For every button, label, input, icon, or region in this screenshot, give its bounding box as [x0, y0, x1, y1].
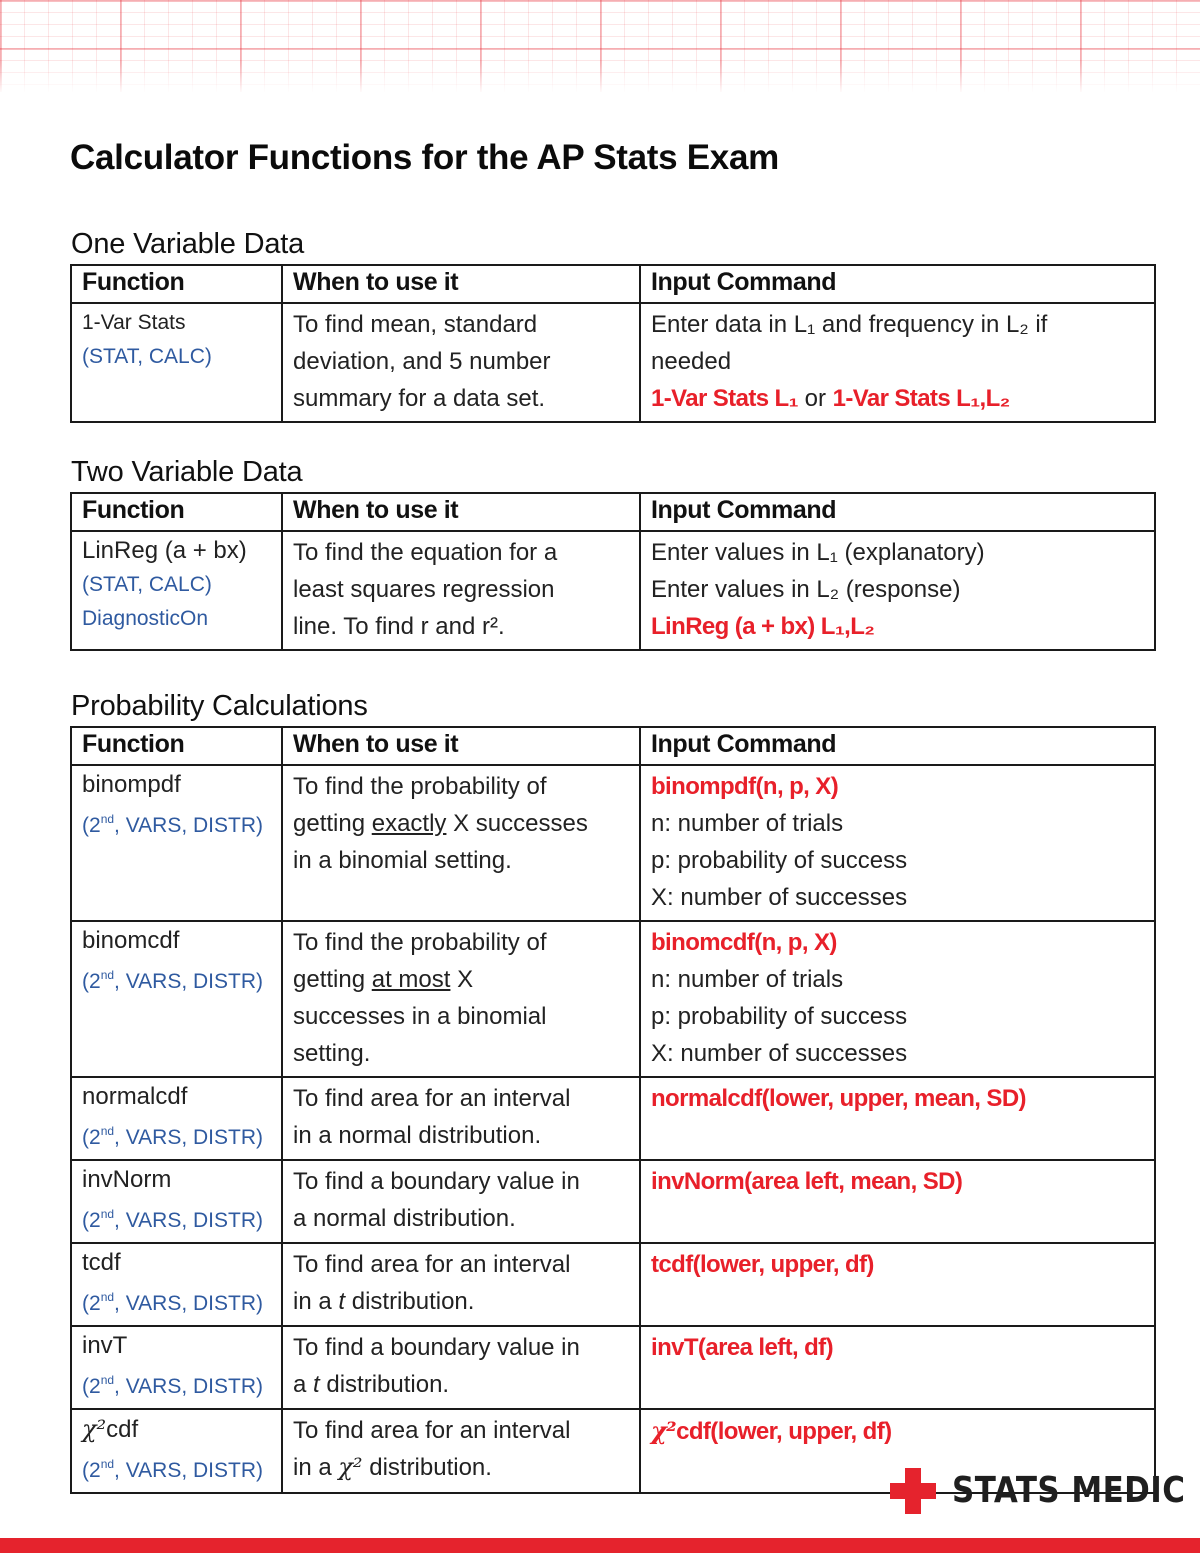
input-cell	[640, 1160, 1155, 1243]
when-cell	[282, 1326, 640, 1409]
function-cell	[71, 531, 282, 650]
key-sequence	[82, 802, 271, 843]
input-command: binomcdf(n, p, X)	[651, 929, 837, 956]
header-input: Input Command	[640, 727, 1155, 765]
when-cell	[282, 1077, 640, 1160]
table-row	[71, 1160, 1155, 1243]
when-line: a normal distribution.	[293, 1205, 516, 1232]
input-line: Enter values in L₂ (response)	[651, 576, 961, 603]
table-header-row	[71, 727, 1155, 765]
header-input: Input Command	[640, 493, 1155, 531]
when-text: distribution.	[345, 1288, 475, 1315]
key-text: , VARS, DISTR)	[114, 1375, 264, 1398]
function-name: invNorm	[82, 1166, 172, 1193]
when-line	[293, 961, 629, 998]
input-cell	[640, 1077, 1155, 1160]
table-one-variable	[70, 264, 1156, 423]
when-line	[293, 1449, 629, 1486]
input-command: LinReg (a + bx) L₁,L₂	[651, 613, 875, 640]
when-cell	[282, 1409, 640, 1493]
key-sup: nd	[100, 968, 115, 982]
key-text: (2	[82, 1292, 101, 1315]
when-line: To find the equation for a	[293, 539, 558, 566]
input-command: invNorm(area left, mean, SD)	[651, 1168, 963, 1195]
key-sup: nd	[100, 1290, 115, 1304]
when-line: successes in a binomial	[293, 1003, 547, 1030]
key-sequence	[82, 1197, 271, 1238]
input-cell	[640, 531, 1155, 650]
function-cell	[71, 921, 282, 1077]
when-underlined: at most	[371, 966, 451, 993]
table-header-row	[71, 493, 1155, 531]
section-heading-one-variable: One Variable Data	[71, 228, 305, 260]
when-line: setting.	[293, 1040, 371, 1067]
table-header-row	[71, 265, 1155, 303]
when-underlined: exactly	[371, 810, 447, 837]
header-function: Function	[71, 493, 282, 531]
function-cell	[71, 1326, 282, 1409]
header-input: Input Command	[640, 265, 1155, 303]
key-sup: nd	[100, 1373, 115, 1387]
table-row	[71, 531, 1155, 650]
key-sequence: (STAT, CALC)	[82, 345, 212, 368]
when-line: To find mean, standard	[293, 311, 538, 338]
stats-medic-logo	[890, 1468, 1186, 1516]
when-cell	[282, 1160, 640, 1243]
table-row	[71, 1077, 1155, 1160]
key-sequence	[82, 958, 271, 999]
key-text: , VARS, DISTR)	[114, 970, 264, 993]
page-title: Calculator Functions for the AP Stats Exam	[70, 138, 779, 177]
when-cell	[282, 1243, 640, 1326]
when-line: deviation, and 5 number	[293, 348, 551, 375]
key-sequence	[82, 1447, 271, 1488]
section-one-variable	[70, 228, 1154, 423]
function-cell	[71, 303, 282, 422]
when-cell	[282, 531, 640, 650]
key-text: (2	[82, 970, 101, 993]
chi-square-symbol: χ²	[651, 1416, 677, 1445]
input-line: needed	[651, 348, 732, 375]
input-cell	[640, 765, 1155, 921]
or-text: or	[797, 385, 833, 412]
input-line: Enter data in L₁ and frequency in L₂ if	[651, 311, 1048, 338]
when-text: in a	[293, 1454, 339, 1481]
table-row	[71, 1243, 1155, 1326]
when-cell	[282, 765, 640, 921]
header-function: Function	[71, 727, 282, 765]
chi-square-symbol: χ²	[338, 1453, 363, 1481]
input-command: invT(area left, df)	[651, 1334, 833, 1361]
key-text: , VARS, DISTR)	[114, 814, 264, 837]
when-text: distribution.	[362, 1454, 492, 1481]
section-heading-probability: Probability Calculations	[71, 690, 368, 722]
input-command: 1-Var Stats L₁,L₂	[832, 385, 1010, 412]
key-text: , VARS, DISTR)	[114, 1459, 264, 1482]
when-line: To find the probability of	[293, 929, 547, 956]
key-sequence-diagnostic: DiagnosticOn	[82, 607, 209, 630]
when-line: To find area for an interval	[293, 1417, 571, 1444]
key-sup: nd	[100, 1124, 115, 1138]
input-cell	[640, 1326, 1155, 1409]
when-line: least squares regression	[293, 576, 555, 603]
function-cell	[71, 1160, 282, 1243]
header-when: When to use it	[282, 727, 640, 765]
function-name: normalcdf	[82, 1083, 188, 1110]
when-cell	[282, 921, 640, 1077]
input-line: Enter values in L₁ (explanatory)	[651, 539, 985, 566]
when-italic: t	[313, 1371, 320, 1398]
bottom-accent-bar	[0, 1538, 1200, 1553]
when-text: X successes	[446, 810, 588, 837]
when-line: To find area for an interval	[293, 1085, 571, 1112]
input-cell	[640, 921, 1155, 1077]
table-row	[71, 303, 1155, 422]
key-sequence	[82, 1363, 271, 1404]
function-cell	[71, 1243, 282, 1326]
function-name: binompdf	[82, 771, 181, 798]
key-sequence: (STAT, CALC)	[82, 573, 212, 596]
input-command: 1-Var Stats L₁	[651, 385, 798, 412]
key-text: , VARS, DISTR)	[114, 1292, 264, 1315]
key-sup: nd	[100, 812, 115, 826]
when-line: in a binomial setting.	[293, 847, 512, 874]
when-line: summary for a data set.	[293, 385, 546, 412]
function-name	[82, 1412, 271, 1447]
key-text: , VARS, DISTR)	[114, 1126, 264, 1149]
function-cell	[71, 1409, 282, 1493]
function-name: invT	[82, 1332, 128, 1359]
input-line: n: number of trials	[651, 810, 844, 837]
function-name: binomcdf	[82, 927, 180, 954]
when-text: a	[293, 1371, 314, 1398]
key-sup: nd	[100, 1207, 115, 1221]
when-line: To find a boundary value in	[293, 1334, 580, 1361]
input-cell	[640, 1243, 1155, 1326]
when-line: To find area for an interval	[293, 1251, 571, 1278]
header-fade	[0, 62, 1200, 94]
when-text: in a	[293, 1288, 339, 1315]
table-row	[71, 1326, 1155, 1409]
key-text: (2	[82, 1375, 101, 1398]
when-italic: t	[338, 1288, 346, 1315]
when-cell	[282, 303, 640, 422]
key-text: , VARS, DISTR)	[114, 1209, 264, 1232]
section-probability	[70, 690, 1154, 1494]
when-text: X	[450, 966, 474, 993]
when-line	[293, 805, 629, 842]
key-text: (2	[82, 1209, 101, 1232]
when-text: getting	[293, 966, 372, 993]
when-text: distribution.	[319, 1371, 450, 1398]
header-when: When to use it	[282, 265, 640, 303]
function-name: tcdf	[82, 1249, 121, 1276]
logo-text: STATS MEDIC	[952, 1470, 1186, 1511]
when-line	[293, 1283, 629, 1320]
table-two-variable	[70, 492, 1156, 651]
input-line: X: number of successes	[651, 884, 908, 911]
when-line	[293, 1366, 629, 1403]
input-line: p: probability of success	[651, 847, 908, 874]
input-command-suffix: cdf(lower, upper, df)	[676, 1418, 892, 1445]
table-row	[71, 921, 1155, 1077]
key-sequence	[82, 1114, 271, 1155]
medical-cross-icon	[890, 1468, 936, 1514]
key-text: (2	[82, 1459, 101, 1482]
table-row	[71, 765, 1155, 921]
section-two-variable	[70, 456, 1154, 651]
input-line: X: number of successes	[651, 1040, 908, 1067]
when-line: line. To find r and r².	[293, 613, 505, 640]
function-name: 1-Var Stats	[82, 311, 186, 334]
input-command: normalcdf(lower, upper, mean, SD)	[651, 1085, 1026, 1112]
table-probability	[70, 726, 1156, 1494]
chi-square-symbol: χ²	[82, 1415, 107, 1443]
key-text: (2	[82, 814, 101, 837]
function-cell	[71, 765, 282, 921]
input-line: p: probability of success	[651, 1003, 908, 1030]
key-sup: nd	[100, 1457, 115, 1471]
function-name-suffix: cdf	[106, 1416, 139, 1443]
key-text: (2	[82, 1126, 101, 1149]
function-cell	[71, 1077, 282, 1160]
header-when: When to use it	[282, 493, 640, 531]
input-command	[651, 1412, 1144, 1450]
when-line: in a normal distribution.	[293, 1122, 542, 1149]
function-name: LinReg (a + bx)	[82, 537, 247, 564]
input-cell	[640, 303, 1155, 422]
input-command-line	[651, 380, 1144, 417]
input-command: tcdf(lower, upper, df)	[651, 1251, 874, 1278]
when-line: To find the probability of	[293, 773, 547, 800]
header-function: Function	[71, 265, 282, 303]
when-line: To find a boundary value in	[293, 1168, 580, 1195]
input-line: n: number of trials	[651, 966, 844, 993]
when-text: getting	[293, 810, 372, 837]
section-heading-two-variable: Two Variable Data	[71, 456, 303, 488]
input-command: binompdf(n, p, X)	[651, 773, 839, 800]
key-sequence	[82, 1280, 271, 1321]
